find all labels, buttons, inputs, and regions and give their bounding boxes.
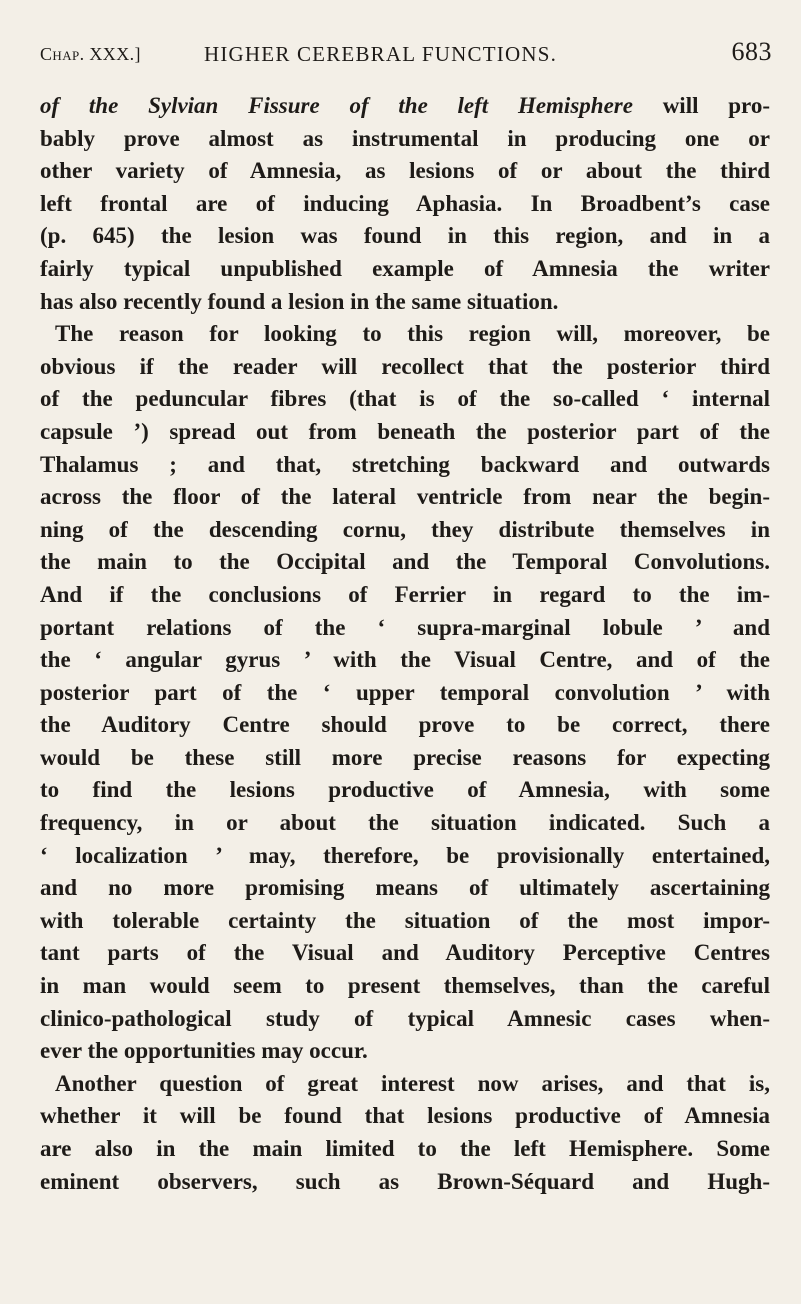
text-line: capsule ’) spread out from beneath the posterior part of the bbox=[40, 418, 770, 444]
text-line: other variety of Amnesia, as lesions of or about the third bbox=[40, 158, 770, 184]
text-line: of the peduncular fibres (that is of the so-called ‘ internal bbox=[40, 386, 770, 412]
text-line: clinico-pathological study of typical Amnesic cases when- bbox=[40, 1005, 770, 1031]
text-line: in man would seem to present themselves, than the careful bbox=[40, 973, 770, 999]
running-head bbox=[40, 38, 772, 72]
text-line: And if the conclusions of Ferrier in regard to the im- bbox=[40, 581, 770, 607]
text-line: are also in the main limited to the left Hemisphere. Some bbox=[40, 1136, 770, 1161]
text-line: ever the opportunities may occur. bbox=[40, 1038, 368, 1064]
body-text bbox=[40, 90, 770, 1198]
text-line: whether it will be found that lesions productive of Amnesia bbox=[40, 1103, 770, 1129]
text-line: eminent observers, such as Brown-Séquard and Hugh- bbox=[40, 1168, 770, 1194]
text-line: The reason for looking to this region will, moreover, be bbox=[55, 321, 770, 347]
italic-phrase: of the Sylvian Fissure of the left Hemisphere bbox=[40, 93, 633, 118]
text-line: the main to the Occipital and the Temporal Convolutions. bbox=[40, 549, 770, 575]
page-number: 683 bbox=[731, 37, 772, 66]
text-line: with tolerable certainty the situation of the most impor- bbox=[40, 907, 770, 933]
chapter-label: Chap. XXX.] bbox=[40, 44, 141, 64]
text-line: (p. 645) the lesion was found in this region, and in a bbox=[40, 223, 770, 249]
text-line: Thalamus ; and that, stretching backward and outwards bbox=[40, 451, 770, 477]
text-line: left frontal are of inducing Aphasia. In Broadbent’s case bbox=[40, 190, 770, 216]
text-line: the ‘ angular gyrus ’ with the Visual Centre, and of the bbox=[40, 647, 770, 673]
text-line: Another question of great interest now arises, and that is, bbox=[55, 1070, 770, 1096]
running-title: HIGHER CEREBRAL FUNCTIONS. bbox=[204, 42, 558, 66]
text-line: fairly typical unpublished example of Amnesia the writer bbox=[40, 255, 770, 281]
text-line: bably prove almost as instrumental in producing one or bbox=[40, 125, 770, 151]
text-line: posterior part of the ‘ upper temporal convolution ’ with bbox=[40, 679, 770, 705]
text-line: frequency, in or about the situation indicated. Such a bbox=[40, 810, 770, 836]
text-line: portant relations of the ‘ supra-marginal lobule ’ and bbox=[40, 614, 770, 640]
text-line: has also recently found a lesion in the same situation. bbox=[40, 288, 559, 314]
text-line: would be these still more precise reasons for expecting bbox=[40, 744, 770, 770]
text-line: the Auditory Centre should prove to be correct, there bbox=[40, 712, 770, 738]
text-line: ‘ localization ’ may, therefore, be provisionally entertained, bbox=[40, 842, 770, 868]
text-line: obvious if the reader will recollect that the posterior third bbox=[40, 353, 770, 379]
text-line: tant parts of the Visual and Auditory Perceptive Centres bbox=[40, 940, 770, 966]
text-line: and no more promising means of ultimately ascertaining bbox=[40, 875, 770, 901]
text-line: to find the lesions productive of Amnesia, with some bbox=[40, 777, 770, 803]
text-line: across the floor of the lateral ventricle from near the begin- bbox=[40, 484, 770, 510]
text-line: ning of the descending cornu, they distribute themselves in bbox=[40, 516, 770, 542]
text-line: of the Sylvian Fissure of the left Hemisphere will pro- bbox=[40, 93, 770, 118]
